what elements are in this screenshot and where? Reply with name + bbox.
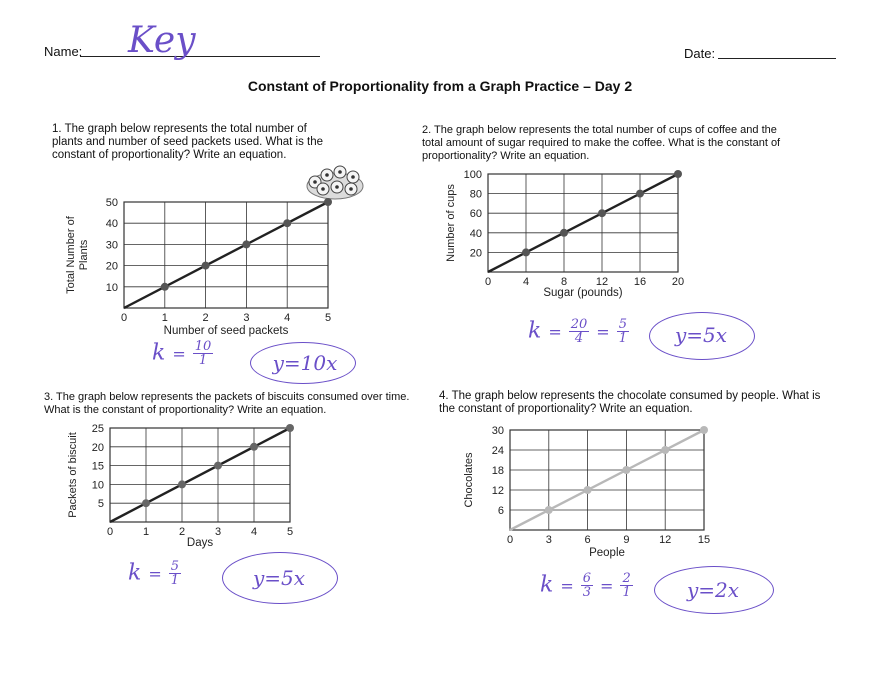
answer-1-equation: y=10x: [272, 351, 338, 375]
x-tick-label: 3: [545, 534, 552, 546]
x-axis-label: Number of seed packets: [163, 325, 289, 337]
x-axis-label: People: [589, 547, 625, 559]
y-tick-label: 100: [463, 169, 482, 181]
x-tick-label: 4: [522, 276, 530, 288]
y-axis-label: Chocolates: [463, 452, 475, 508]
x-tick-label: 0: [106, 526, 114, 538]
page-title: Constant of Proportionality from a Graph Practice – Day 2: [247, 78, 633, 94]
answer-3-k: [128, 560, 181, 587]
y-tick-label: 24: [491, 445, 504, 457]
y-tick-label: 5: [97, 498, 104, 511]
y-axis-label: Packets of biscuit: [67, 432, 79, 518]
y-tick-label: 25: [91, 423, 104, 435]
answer-4-numerator-2: 2: [622, 571, 631, 586]
data-point: [545, 506, 553, 514]
data-point: [286, 424, 294, 432]
answer-4-eq2: =: [600, 576, 614, 596]
data-point: [622, 466, 630, 474]
answer-2-eq: =: [548, 322, 562, 342]
data-point: [674, 170, 682, 178]
x-axis-label: Sugar (pounds): [543, 287, 623, 299]
series-line: [488, 174, 678, 272]
answer-4-numerator: 6: [582, 571, 592, 586]
question-1-line-1: 1. The graph below represents the total number of: [52, 123, 307, 135]
answer-2-equation: y=5x: [674, 323, 728, 347]
date-label: Date:: [684, 46, 716, 61]
question-2: [422, 124, 780, 163]
x-tick-label: 2: [202, 312, 209, 324]
answer-3-denominator: 1: [170, 573, 180, 588]
answer-2-numerator-2: 5: [618, 317, 627, 332]
x-tick-label: 6: [584, 534, 591, 546]
y-tick-label: 12: [491, 485, 504, 497]
answer-2-k: [528, 318, 629, 345]
x-tick-label: 0: [120, 312, 128, 324]
data-point: [522, 248, 530, 256]
y-axis-label-line-2: Plants: [78, 239, 90, 271]
question-2-line-2: total amount of sugar required to make the coffee. What is the constant of: [422, 137, 781, 149]
question-3-line-1: 3. The graph below represents the packets of biscuits consumed over time.: [44, 391, 410, 403]
name-line: [80, 56, 320, 57]
x-tick-label: 12: [659, 534, 672, 546]
answer-1-numerator: 10: [194, 339, 212, 354]
data-point: [584, 486, 592, 494]
x-tick-label: 4: [250, 526, 258, 538]
x-tick-label: 1: [161, 312, 168, 324]
series-line: [110, 428, 290, 522]
x-tick-label: 0: [506, 534, 514, 546]
data-point: [598, 209, 606, 217]
data-point: [700, 426, 708, 434]
question-1-line-2: plants and number of seed packets used. What is the: [52, 136, 324, 148]
x-tick-label: 4: [284, 312, 291, 324]
question-4-line-2: the constant of proportionality? Write an equation.: [439, 403, 693, 415]
answer-1-eq: =: [172, 344, 186, 364]
data-point: [661, 446, 669, 454]
answer-4-denominator: 3: [582, 585, 592, 600]
answer-4-k-var: k: [540, 572, 554, 598]
chart-chocolates: [458, 420, 722, 562]
y-axis-label-line-1: Total Number of: [65, 216, 77, 294]
answer-3-k-var: k: [128, 560, 142, 586]
name-label: Name:: [44, 44, 83, 59]
chart-plants: [60, 194, 350, 340]
answer-2-numerator: 20: [570, 317, 588, 332]
x-tick-label: 2: [178, 526, 186, 538]
answer-2-eq2: =: [596, 322, 610, 342]
y-tick-label: 50: [105, 197, 118, 209]
answer-4-equation: y=2x: [686, 578, 740, 602]
y-tick-label: 30: [491, 425, 504, 437]
y-tick-label: 60: [469, 208, 482, 221]
y-tick-label: 20: [105, 260, 118, 273]
answer-1-k-var: k: [152, 340, 166, 366]
question-4-line-1: 4. The graph below represents the chocolate consumed by people. What is: [439, 390, 821, 402]
y-tick-label: 80: [469, 188, 482, 201]
question-3: [44, 391, 409, 417]
x-tick-label: 5: [324, 312, 332, 324]
x-tick-label: 8: [560, 276, 568, 288]
series-line: [510, 430, 704, 530]
answer-3-equation: y=5x: [252, 566, 306, 590]
data-point: [161, 283, 169, 291]
answer-4-k: [540, 572, 633, 599]
data-point: [250, 443, 258, 451]
x-tick-label: 9: [623, 534, 630, 546]
y-axis-label: [65, 215, 90, 294]
answer-1-k: [152, 340, 213, 367]
answer-4-denominator-2: 1: [622, 585, 631, 600]
question-4: [439, 390, 820, 416]
answer-1-denominator: 1: [198, 353, 208, 368]
answer-3-numerator: 5: [170, 559, 180, 574]
series-line: [124, 202, 328, 308]
question-2-line-1: 2. The graph below represents the total number of cups of coffee and the: [422, 124, 777, 136]
x-tick-label: 12: [595, 276, 609, 288]
data-point: [324, 198, 332, 206]
date-line: [718, 58, 836, 59]
x-tick-label: 3: [214, 526, 222, 538]
data-point: [560, 229, 568, 237]
x-axis-label: Days: [186, 537, 214, 549]
data-point: [202, 262, 210, 270]
answer-2-k-var: k: [528, 318, 542, 344]
data-point: [142, 499, 150, 507]
x-tick-label: 15: [697, 534, 711, 546]
data-point: [283, 219, 291, 227]
name-value: Key: [128, 20, 196, 61]
y-tick-label: 20: [91, 441, 104, 454]
chart-coffee: [440, 168, 700, 300]
answer-4-eq: =: [560, 576, 574, 596]
answer-2-denominator: 4: [574, 331, 584, 346]
question-1-line-3: constant of proportionality? Write an equation.: [52, 149, 287, 161]
data-point: [214, 462, 222, 470]
answer-2-denominator-2: 1: [618, 331, 627, 346]
chart-biscuits: [62, 420, 306, 552]
x-tick-label: 0: [484, 276, 492, 288]
y-axis-label: Number of cups: [445, 184, 457, 262]
x-tick-label: 20: [671, 276, 685, 288]
x-tick-label: 16: [633, 276, 647, 288]
y-tick-label: 10: [105, 281, 118, 294]
answer-3-eq: =: [148, 564, 162, 584]
y-tick-label: 20: [469, 247, 482, 260]
data-point: [242, 240, 250, 248]
data-point: [178, 480, 186, 488]
y-tick-label: 6: [497, 505, 504, 517]
y-tick-label: 30: [105, 239, 118, 252]
x-tick-label: 1: [142, 526, 150, 538]
x-tick-label: 3: [243, 312, 250, 324]
y-tick-label: 40: [105, 218, 118, 231]
question-3-line-2: What is the constant of proportionality? Write an equation.: [44, 404, 327, 416]
question-2-line-3: proportionality? Write an equation.: [422, 150, 590, 162]
x-tick-label: 5: [286, 526, 294, 538]
y-tick-label: 10: [91, 479, 104, 492]
question-1: [52, 123, 323, 162]
y-tick-label: 18: [491, 465, 504, 477]
y-tick-label: 40: [469, 227, 482, 240]
y-tick-label: 15: [91, 460, 104, 473]
data-point: [636, 190, 644, 198]
